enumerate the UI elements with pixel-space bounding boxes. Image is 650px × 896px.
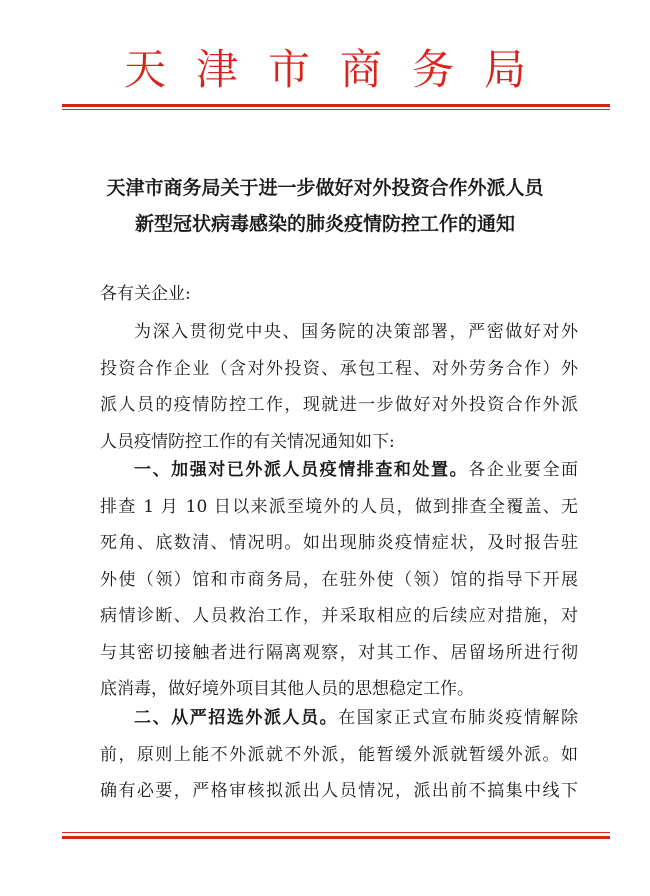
intro-paragraph: [100, 314, 578, 460]
section-1-line: 病情诊断、人员救治工作，并采取相应的后续应对措施，对: [100, 606, 578, 626]
intro-line: 人员疫情防控工作的有关情况通知如下:: [100, 431, 395, 452]
footer-rule-thick: [62, 836, 610, 839]
section-1-paragraph: [100, 452, 578, 708]
section-1-line: 死角、底数清、情况明。如出现肺炎疫情症状，及时报告驻: [100, 533, 578, 553]
footer-rule-thin: [62, 832, 610, 833]
section-2-line: 确有必要，严格审核拟派出人员情况，派出前不搞集中线下: [100, 781, 578, 801]
section-1-heading: 一、加强对已外派人员疫情排查和处置。: [134, 460, 469, 480]
salutation: 各有关企业:: [100, 284, 191, 304]
section-1-line: 排查 1 月 10 日以来派至境外的人员，做到排查全覆盖、无: [100, 496, 578, 517]
intro-line: 投资合作企业（含对外投资、承包工程、对外劳务合作）外: [100, 358, 578, 379]
section-1-line: 底消毒，做好境外项目其他人员的思想稳定工作。: [100, 679, 474, 699]
section-1-line: 外使（领）馆和市商务局，在驻外使（领）馆的指导下开展: [100, 569, 578, 590]
notice-title-line-2: 新型冠状病毒感染的肺炎疫情防控工作的通知: [134, 213, 515, 235]
letterhead-title: 天津市商务局: [123, 45, 556, 94]
notice-title-line-1: 天津市商务局关于进一步做好对外投资合作外派人员: [106, 177, 544, 199]
letterhead-rule-thick: [62, 104, 610, 107]
letterhead-rule-thin: [62, 109, 610, 110]
section-2-first-rest: 在国家正式宣布肺炎疫情解除: [338, 708, 579, 728]
section-2-line: 前，原则上能不外派就不外派，能暂缓外派就暂缓外派。如: [100, 744, 578, 765]
intro-line: 派人员的疫情防控工作，现就进一步做好对外投资合作外派: [100, 395, 578, 415]
notice-title: [60, 170, 590, 242]
section-1-first-line: [100, 452, 578, 489]
section-1-first-rest: 各企业要全面: [468, 460, 579, 480]
section-1-line: 与其密切接触者进行隔离观察，对其工作、居留场所进行彻: [100, 642, 578, 663]
section-2-first-line: [100, 700, 578, 737]
section-2-heading: 二、从严招选外派人员。: [134, 708, 339, 728]
section-2-paragraph: [100, 700, 578, 810]
intro-line: 为深入贯彻党中央、国务院的决策部署，严密做好对外: [134, 322, 578, 342]
